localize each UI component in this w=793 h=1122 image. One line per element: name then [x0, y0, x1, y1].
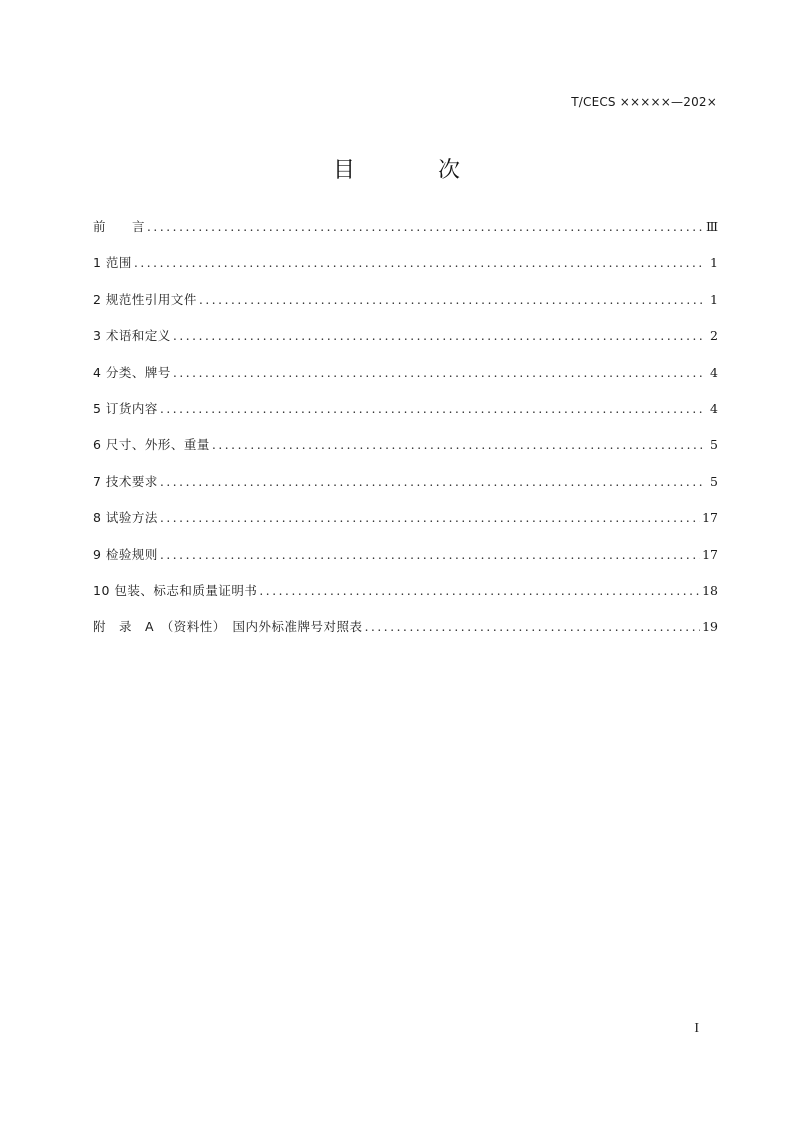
toc-leader-dots — [365, 617, 701, 637]
standard-code: T/CECS ×××××—202× — [571, 95, 717, 109]
toc-leader-dots — [147, 217, 704, 237]
toc-leader-dots — [173, 363, 706, 383]
toc-entry-packaging-marking-certificate[interactable] — [93, 581, 718, 617]
toc-entry-page: 17 — [702, 510, 718, 526]
toc-entry-page: 4 — [710, 364, 718, 380]
toc-entry-label: 6 尺寸、外形、重量 — [93, 437, 210, 453]
toc-entry-label: 2 规范性引用文件 — [93, 291, 197, 307]
toc-entry-scope[interactable] — [93, 253, 718, 289]
toc-entry-page: 17 — [702, 546, 718, 562]
footer-page-number: I — [694, 1021, 699, 1036]
toc-entry-label: 7 技术要求 — [93, 473, 158, 489]
toc-entry-order-content[interactable] — [93, 399, 718, 435]
toc-entry-technical-requirements[interactable] — [93, 472, 718, 508]
toc-entry-label: 附 录 A （资料性） 国内外标准牌号对照表 — [93, 619, 363, 635]
toc-entry-page: 1 — [710, 291, 718, 307]
toc-entry-label: 9 检验规则 — [93, 546, 158, 562]
toc-entry-page: 19 — [702, 619, 718, 635]
toc-leader-dots — [259, 581, 700, 601]
toc-entry-test-methods[interactable] — [93, 508, 718, 544]
page-title: 目 次 — [333, 158, 498, 183]
table-of-contents — [93, 217, 718, 654]
toc-entry-inspection-rules[interactable] — [93, 545, 718, 581]
toc-entry-classification-grades[interactable] — [93, 363, 718, 399]
toc-entry-page: 5 — [710, 473, 718, 489]
toc-leader-dots — [160, 399, 706, 419]
toc-entry-terms-definitions[interactable] — [93, 326, 718, 362]
toc-entry-label: 5 订货内容 — [93, 400, 158, 416]
toc-leader-dots — [160, 472, 706, 492]
toc-leader-dots — [212, 435, 706, 455]
toc-entry-page: 1 — [710, 255, 718, 271]
toc-entry-normative-references[interactable] — [93, 290, 718, 326]
toc-entry-page: 2 — [710, 328, 718, 344]
toc-entry-appendix-a[interactable] — [93, 617, 718, 653]
toc-entry-page: Ⅲ — [705, 219, 718, 234]
toc-leader-dots — [134, 253, 706, 273]
toc-leader-dots — [160, 508, 700, 528]
toc-entry-label: 4 分类、牌号 — [93, 364, 171, 380]
toc-entry-foreword[interactable] — [93, 217, 718, 253]
toc-entry-label: 10 包装、标志和质量证明书 — [93, 582, 258, 598]
toc-entry-page: 18 — [702, 582, 718, 598]
toc-entry-dimensions-shape-weight[interactable] — [93, 435, 718, 471]
toc-leader-dots — [160, 545, 700, 565]
toc-entry-label: 3 术语和定义 — [93, 328, 171, 344]
toc-entry-label: 前 言 — [93, 219, 146, 234]
toc-entry-page: 5 — [710, 437, 718, 453]
toc-entry-page: 4 — [710, 400, 718, 416]
toc-entry-label: 1 范围 — [93, 255, 132, 271]
toc-leader-dots — [199, 290, 706, 310]
toc-entry-label: 8 试验方法 — [93, 510, 158, 526]
toc-leader-dots — [173, 326, 706, 346]
